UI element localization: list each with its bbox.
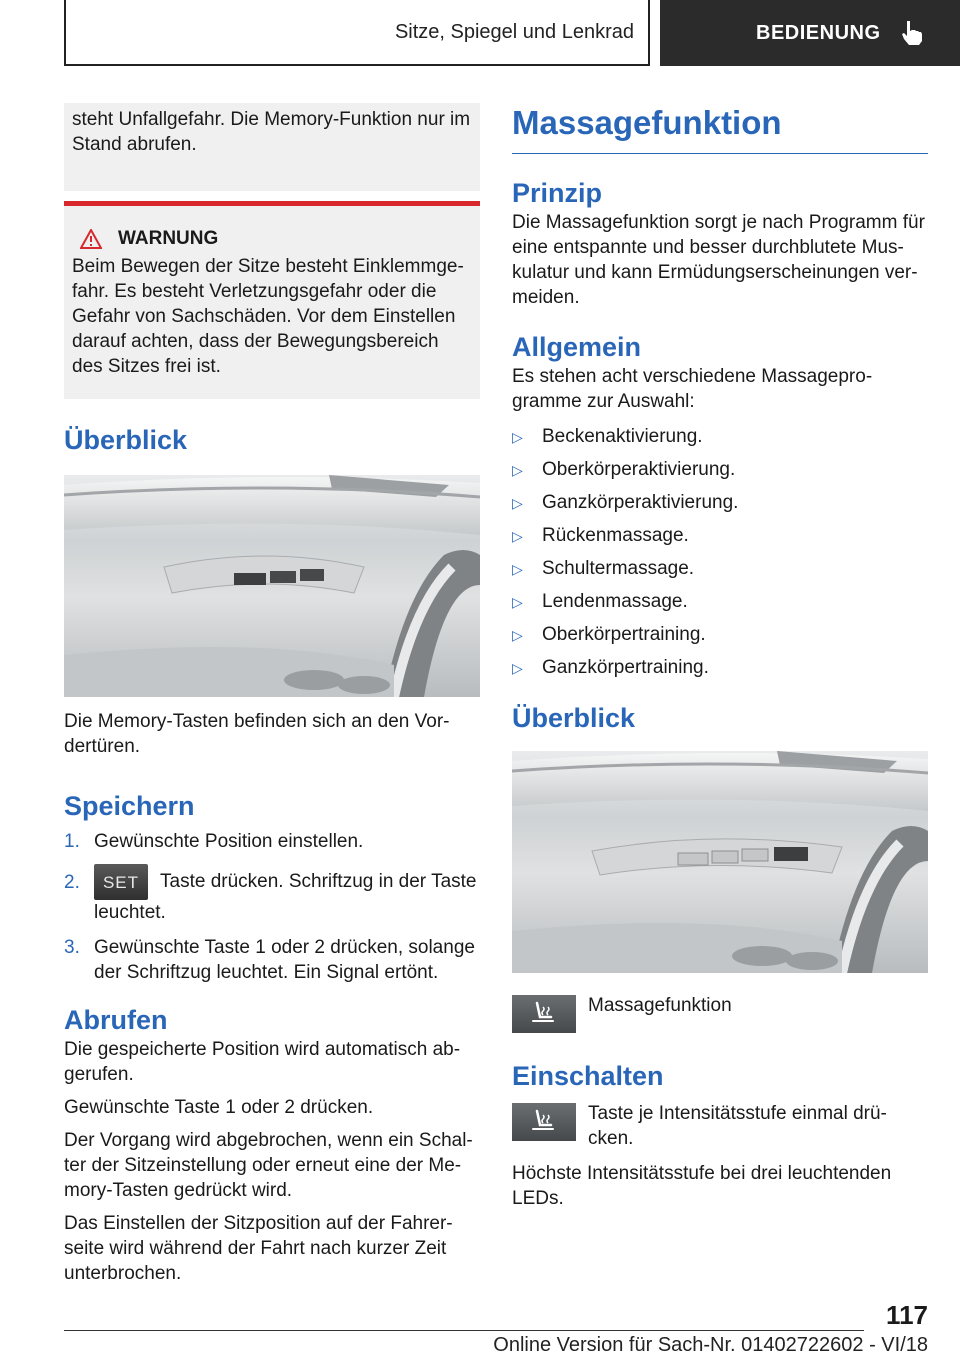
warning-box (64, 201, 480, 399)
overview-heading-right: Überblick (512, 703, 636, 733)
recall-paragraph-1: Die gespeicherte Position wird automatisch ab-gerufen. (64, 1039, 461, 1085)
save-heading: Speichern (64, 791, 195, 821)
online-version-text: Online Version für Sach-Nr. 01402722602 - VI/18 (493, 1334, 928, 1356)
warning-text: Beim Bewegen der Sitze besteht Einklemmge-fahr. Es besteht Verletzungsgefahr oder die Gefahr von Sachschäden. Vor dem Einstellen darauf achten, dass der Bewegungsbereich des Sitzes frei ist. (72, 256, 464, 377)
warning-triangle-icon (80, 229, 102, 249)
step-2-text: Taste drücken. Schriftzug in der Taste leuchtet. (94, 871, 477, 923)
recall-paragraph-3: Der Vorgang wird abgebrochen, wenn ein Schal-ter der Sitzeinstellung oder erneut eine der Me-mory-Tasten gedrückt wird. (64, 1130, 473, 1201)
massage-icon-caption: Massagefunktion (588, 995, 732, 1016)
right-column (512, 103, 928, 1211)
max-intensity-text: Höchste Intensitätsstufe bei drei leuchtenden LEDs. (512, 1163, 892, 1209)
page-header (0, 0, 960, 66)
save-steps-list (64, 829, 480, 985)
massage-button-icon (512, 995, 576, 1033)
chapter-tab (660, 0, 960, 66)
massage-seat-icon (529, 1109, 559, 1135)
intro-box (64, 103, 480, 191)
door-panel-photo-right (512, 751, 928, 973)
page-number: 117 (886, 1300, 928, 1330)
step-text: Gewünschte Taste 1 oder 2 drücken, solange der Schriftzug leuchtet. Ein Signal ertönt. (94, 937, 475, 983)
massage-icon-row (512, 993, 928, 1033)
warning-header (72, 228, 472, 250)
massage-title: Massagefunktion (512, 103, 928, 154)
general-text: Es stehen acht verschiedene Massagepro-gramme zur Auswahl: (512, 366, 873, 412)
program-item: ▷ Ganzkörpertraining. (512, 657, 709, 678)
program-item: ▷ Rückenmassage. (512, 525, 689, 546)
program-item: ▷ Beckenaktivierung. (512, 426, 703, 447)
door-panel-illustration (64, 475, 480, 697)
pointing-hand-icon (899, 19, 925, 47)
overview-heading-left: Überblick (64, 425, 188, 455)
step-text (94, 864, 480, 925)
switch-on-heading: Einschalten (512, 1061, 664, 1091)
save-step-3 (64, 935, 480, 985)
door-panel-massage-illustration (512, 751, 928, 973)
section-title-box (64, 0, 650, 66)
recall-paragraph-2: Gewünschte Taste 1 oder 2 drücken. (64, 1097, 374, 1118)
footer-rule (64, 1330, 864, 1331)
program-item: ▷ Schultermassage. (512, 558, 695, 579)
step-number: 2. (64, 872, 80, 893)
door-panel-photo-left (64, 475, 480, 697)
warning-title: WARNUNG (118, 228, 219, 249)
section-title: Sitze, Spiegel und Lenkrad (394, 20, 634, 43)
program-item: ▷ Lendenmassage. (512, 591, 688, 612)
set-button-icon: SET (94, 864, 148, 900)
save-step-2 (64, 864, 480, 925)
massage-button-icon (512, 1103, 576, 1141)
program-item: ▷ Ganzkörperaktivierung. (512, 492, 739, 513)
principle-heading: Prinzip (512, 178, 603, 208)
program-item: ▷ Oberkörpertraining. (512, 624, 706, 645)
recall-paragraph-4: Das Einstellen der Sitzposition auf der Fahrer-seite wird während der Fahrt nach kurzer Zeit unterbrochen. (64, 1213, 453, 1284)
principle-text: Die Massagefunktion sorgt je nach Programm für eine entspannte und besser durchblutete Mus-kulatur und kann Ermüdungserscheinungen ver-meiden. (512, 212, 925, 308)
massage-seat-icon (529, 1001, 559, 1027)
step-number: 1. (64, 831, 80, 852)
step-number: 3. (64, 937, 80, 958)
intro-text: steht Unfallgefahr. Die Memory-Funktion nur im Stand abrufen. (72, 109, 471, 155)
photo-caption-left: Die Memory-Tasten befinden sich an den Vor-dertüren. (64, 711, 450, 757)
program-item: ▷ Oberkörperaktivierung. (512, 459, 736, 480)
step-text: Gewünschte Position einstellen. (94, 831, 364, 852)
massage-programs-list (512, 424, 928, 681)
switch-on-text: Taste je Intensitätsstufe einmal drü-cken. (588, 1103, 887, 1149)
recall-heading: Abrufen (64, 1005, 168, 1035)
left-column (64, 103, 480, 1286)
general-heading: Allgemein (512, 332, 642, 362)
chapter-title: BEDIENUNG (756, 21, 881, 44)
switch-on-row (512, 1101, 928, 1151)
save-step-1 (64, 829, 480, 854)
